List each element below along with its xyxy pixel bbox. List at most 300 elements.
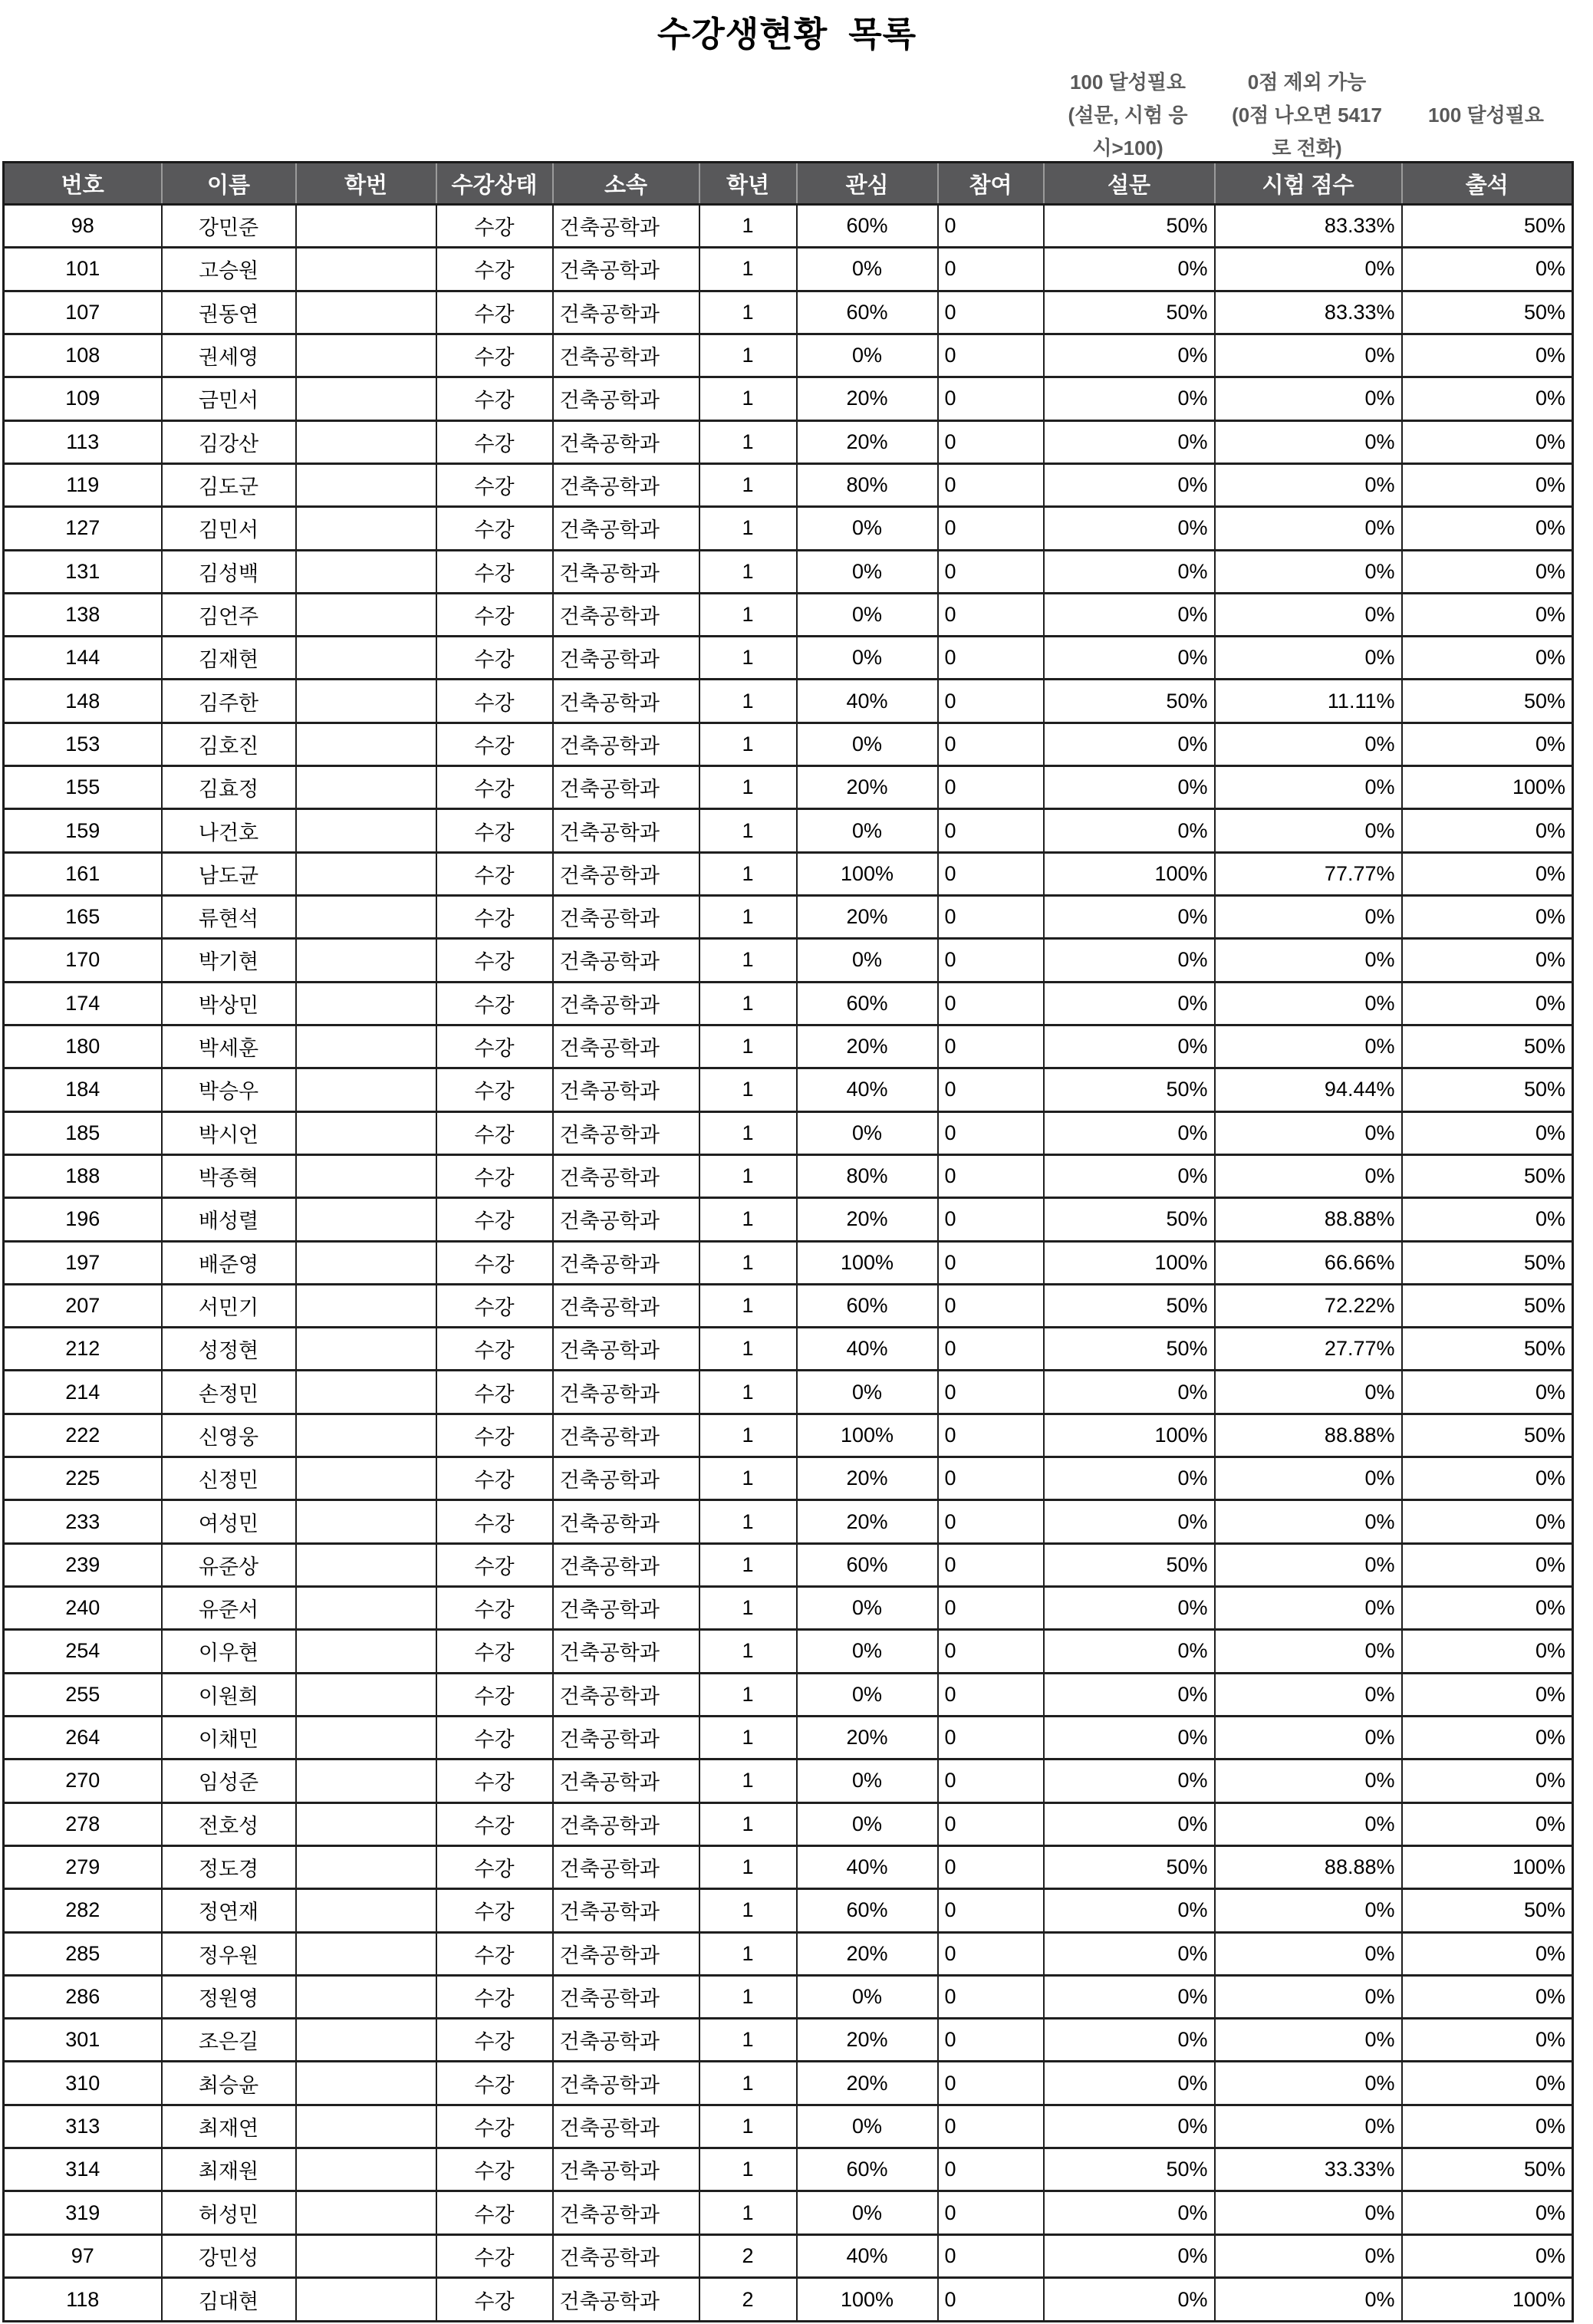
cell-survey: 100%: [1044, 1414, 1215, 1457]
cell-student-id: [296, 1716, 436, 1759]
cell-interest: 0%: [797, 2191, 938, 2234]
table-row: [4, 723, 1573, 765]
cell-survey: 0%: [1044, 1500, 1215, 1543]
cell-status: 수강: [436, 723, 553, 765]
cell-student-id: [296, 1543, 436, 1586]
cell-participation: 0: [938, 1587, 1044, 1630]
cell-participation: 0: [938, 420, 1044, 463]
cell-name: 허성민: [162, 2191, 296, 2234]
cell-dept: 건축공학과: [553, 1284, 699, 1327]
cell-interest: 0%: [797, 507, 938, 550]
cell-exam-score: 0%: [1215, 2234, 1402, 2277]
cell-survey: 0%: [1044, 1457, 1215, 1500]
cell-attendance: 50%: [1402, 1889, 1573, 1932]
attendance-requirement-note-line: 100 달성필요: [1427, 104, 1545, 127]
cell-name: 신영웅: [162, 1414, 296, 1457]
table-row: [4, 248, 1573, 291]
cell-year: 1: [699, 680, 797, 723]
table-row: [4, 637, 1573, 680]
cell-no: 214: [4, 1371, 162, 1414]
cell-exam-score: 88.88%: [1215, 1198, 1402, 1241]
table-row: [4, 1328, 1573, 1371]
cell-student-id: [296, 1630, 436, 1673]
cell-survey: 0%: [1044, 637, 1215, 680]
cell-no: 155: [4, 766, 162, 809]
cell-survey: 0%: [1044, 982, 1215, 1025]
cell-no: 319: [4, 2191, 162, 2234]
cell-participation: 0: [938, 248, 1044, 291]
cell-name: 나건호: [162, 809, 296, 852]
cell-attendance: 100%: [1402, 766, 1573, 809]
cell-interest: 20%: [797, 1198, 938, 1241]
cell-student-id: [296, 377, 436, 420]
cell-participation: 0: [938, 1889, 1044, 1932]
cell-year: 1: [699, 248, 797, 291]
cell-dept: 건축공학과: [553, 377, 699, 420]
cell-exam-score: 0%: [1215, 334, 1402, 377]
table-row: [4, 1241, 1573, 1284]
cell-survey: 50%: [1044, 680, 1215, 723]
cell-no: 279: [4, 1845, 162, 1888]
cell-exam-score: 72.22%: [1215, 1284, 1402, 1327]
cell-no: 159: [4, 809, 162, 852]
cell-exam-score: 0%: [1215, 1543, 1402, 1586]
column-header-dept: 소속: [553, 163, 699, 205]
cell-year: 1: [699, 1802, 797, 1845]
cell-status: 수강: [436, 680, 553, 723]
cell-status: 수강: [436, 1716, 553, 1759]
cell-year: 1: [699, 205, 797, 248]
cell-year: 1: [699, 723, 797, 765]
table-row: [4, 1975, 1573, 2018]
cell-name: 조은길: [162, 2019, 296, 2062]
cell-year: 1: [699, 896, 797, 939]
cell-name: 배준영: [162, 1241, 296, 1284]
cell-status: 수강: [436, 377, 553, 420]
cell-student-id: [296, 1025, 436, 1068]
cell-status: 수강: [436, 1371, 553, 1414]
cell-name: 고승원: [162, 248, 296, 291]
cell-survey: 50%: [1044, 1198, 1215, 1241]
cell-attendance: 0%: [1402, 982, 1573, 1025]
cell-interest: 0%: [797, 723, 938, 765]
cell-year: 1: [699, 2148, 797, 2191]
cell-attendance: 0%: [1402, 1543, 1573, 1586]
cell-name: 권세영: [162, 334, 296, 377]
cell-no: 119: [4, 463, 162, 506]
cell-no: 161: [4, 852, 162, 895]
cell-name: 김도군: [162, 463, 296, 506]
cell-year: 1: [699, 1241, 797, 1284]
cell-no: 165: [4, 896, 162, 939]
cell-dept: 건축공학과: [553, 1759, 699, 1802]
cell-survey: 0%: [1044, 896, 1215, 939]
cell-year: 1: [699, 1328, 797, 1371]
cell-dept: 건축공학과: [553, 1025, 699, 1068]
cell-name: 김호진: [162, 723, 296, 765]
cell-no: 107: [4, 291, 162, 334]
cell-dept: 건축공학과: [553, 1802, 699, 1845]
exam-exclusion-note: [1213, 66, 1400, 165]
table-row: [4, 1673, 1573, 1716]
cell-student-id: [296, 1845, 436, 1888]
cell-participation: 0: [938, 1716, 1044, 1759]
cell-student-id: [296, 2062, 436, 2105]
cell-interest: 0%: [797, 593, 938, 636]
cell-participation: 0: [938, 637, 1044, 680]
cell-attendance: 50%: [1402, 680, 1573, 723]
cell-interest: 60%: [797, 1543, 938, 1586]
cell-interest: 0%: [797, 1802, 938, 1845]
cell-interest: 20%: [797, 1932, 938, 1975]
cell-status: 수강: [436, 1284, 553, 1327]
table-row: [4, 1284, 1573, 1327]
cell-year: 1: [699, 1759, 797, 1802]
cell-exam-score: 0%: [1215, 1154, 1402, 1197]
cell-no: 197: [4, 1241, 162, 1284]
column-header-survey: 설문: [1044, 163, 1215, 205]
cell-interest: 0%: [797, 1673, 938, 1716]
cell-year: 2: [699, 2234, 797, 2277]
cell-student-id: [296, 1759, 436, 1802]
cell-year: 1: [699, 2191, 797, 2234]
cell-student-id: [296, 1111, 436, 1154]
cell-name: 정연재: [162, 1889, 296, 1932]
cell-participation: 0: [938, 1802, 1044, 1845]
cell-attendance: 0%: [1402, 1932, 1573, 1975]
cell-status: 수강: [436, 1587, 553, 1630]
cell-status: 수강: [436, 1889, 553, 1932]
column-header-attendance: 출석: [1402, 163, 1573, 205]
cell-no: 144: [4, 637, 162, 680]
cell-name: 박승우: [162, 1068, 296, 1111]
cell-survey: 0%: [1044, 1154, 1215, 1197]
cell-status: 수강: [436, 982, 553, 1025]
cell-participation: 0: [938, 1198, 1044, 1241]
cell-status: 수강: [436, 1543, 553, 1586]
cell-attendance: 50%: [1402, 205, 1573, 248]
cell-survey: 0%: [1044, 550, 1215, 593]
table-row: [4, 939, 1573, 982]
cell-survey: 50%: [1044, 1068, 1215, 1111]
cell-exam-score: 0%: [1215, 248, 1402, 291]
cell-survey: 100%: [1044, 1241, 1215, 1284]
cell-dept: 건축공학과: [553, 680, 699, 723]
cell-status: 수강: [436, 1845, 553, 1888]
cell-attendance: 0%: [1402, 1198, 1573, 1241]
cell-name: 김대현: [162, 2278, 296, 2322]
cell-name: 이채민: [162, 1716, 296, 1759]
cell-dept: 건축공학과: [553, 1889, 699, 1932]
cell-dept: 건축공학과: [553, 1932, 699, 1975]
cell-exam-score: 0%: [1215, 1673, 1402, 1716]
cell-participation: 0: [938, 1845, 1044, 1888]
cell-no: 101: [4, 248, 162, 291]
cell-student-id: [296, 334, 436, 377]
cell-status: 수강: [436, 1457, 553, 1500]
cell-status: 수강: [436, 2191, 553, 2234]
cell-student-id: [296, 1414, 436, 1457]
cell-student-id: [296, 637, 436, 680]
cell-attendance: 0%: [1402, 1500, 1573, 1543]
cell-exam-score: 0%: [1215, 593, 1402, 636]
cell-student-id: [296, 982, 436, 1025]
cell-survey: 0%: [1044, 1975, 1215, 2018]
cell-status: 수강: [436, 1932, 553, 1975]
table-row: [4, 1457, 1573, 1500]
table-row: [4, 205, 1573, 248]
cell-student-id: [296, 766, 436, 809]
table-row: [4, 507, 1573, 550]
cell-year: 1: [699, 1025, 797, 1068]
cell-name: 박시언: [162, 1111, 296, 1154]
cell-status: 수강: [436, 463, 553, 506]
column-header-participation: 참여: [938, 163, 1044, 205]
cell-name: 김효정: [162, 766, 296, 809]
cell-student-id: [296, 1328, 436, 1371]
cell-status: 수강: [436, 939, 553, 982]
cell-year: 2: [699, 2278, 797, 2322]
column-header-interest: 관심: [797, 163, 938, 205]
cell-no: 310: [4, 2062, 162, 2105]
cell-participation: 0: [938, 766, 1044, 809]
cell-no: 254: [4, 1630, 162, 1673]
cell-participation: 0: [938, 680, 1044, 723]
cell-name: 유준서: [162, 1587, 296, 1630]
cell-year: 1: [699, 1845, 797, 1888]
cell-student-id: [296, 1457, 436, 1500]
cell-year: 1: [699, 420, 797, 463]
cell-dept: 건축공학과: [553, 507, 699, 550]
cell-survey: 0%: [1044, 1716, 1215, 1759]
cell-no: 286: [4, 1975, 162, 2018]
cell-dept: 건축공학과: [553, 1241, 699, 1284]
cell-survey: 0%: [1044, 248, 1215, 291]
cell-participation: 0: [938, 377, 1044, 420]
cell-participation: 0: [938, 2148, 1044, 2191]
cell-dept: 건축공학과: [553, 1975, 699, 2018]
cell-student-id: [296, 507, 436, 550]
cell-status: 수강: [436, 1759, 553, 1802]
cell-name: 전호성: [162, 1802, 296, 1845]
cell-survey: 50%: [1044, 1845, 1215, 1888]
cell-attendance: 0%: [1402, 377, 1573, 420]
cell-status: 수강: [436, 1241, 553, 1284]
cell-status: 수강: [436, 1975, 553, 2018]
cell-exam-score: 83.33%: [1215, 205, 1402, 248]
cell-name: 정도경: [162, 1845, 296, 1888]
cell-year: 1: [699, 377, 797, 420]
cell-no: 184: [4, 1068, 162, 1111]
cell-survey: 0%: [1044, 1111, 1215, 1154]
cell-name: 김민서: [162, 507, 296, 550]
cell-attendance: 0%: [1402, 1371, 1573, 1414]
cell-student-id: [296, 723, 436, 765]
cell-survey: 50%: [1044, 205, 1215, 248]
cell-name: 손정민: [162, 1371, 296, 1414]
cell-survey: 0%: [1044, 1630, 1215, 1673]
cell-survey: 0%: [1044, 766, 1215, 809]
cell-no: 118: [4, 2278, 162, 2322]
cell-no: 185: [4, 1111, 162, 1154]
column-header-year: 학년: [699, 163, 797, 205]
cell-exam-score: 66.66%: [1215, 1241, 1402, 1284]
header-row: [4, 163, 1573, 205]
cell-student-id: [296, 680, 436, 723]
cell-year: 1: [699, 1932, 797, 1975]
cell-survey: 0%: [1044, 2105, 1215, 2148]
cell-attendance: 0%: [1402, 852, 1573, 895]
cell-year: 1: [699, 982, 797, 1025]
table-row: [4, 420, 1573, 463]
cell-student-id: [296, 420, 436, 463]
cell-name: 유준상: [162, 1543, 296, 1586]
cell-dept: 건축공학과: [553, 1198, 699, 1241]
cell-survey: 50%: [1044, 1328, 1215, 1371]
table-row: [4, 766, 1573, 809]
cell-name: 서민기: [162, 1284, 296, 1327]
table-row: [4, 1630, 1573, 1673]
cell-student-id: [296, 2105, 436, 2148]
cell-no: 131: [4, 550, 162, 593]
cell-interest: 40%: [797, 680, 938, 723]
table-row: [4, 463, 1573, 506]
column-header-name: 이름: [162, 163, 296, 205]
cell-attendance: 50%: [1402, 1068, 1573, 1111]
cell-year: 1: [699, 1284, 797, 1327]
cell-attendance: 0%: [1402, 1975, 1573, 2018]
cell-year: 1: [699, 766, 797, 809]
cell-survey: 0%: [1044, 723, 1215, 765]
cell-dept: 건축공학과: [553, 1154, 699, 1197]
cell-participation: 0: [938, 1025, 1044, 1068]
cell-attendance: 0%: [1402, 1716, 1573, 1759]
cell-no: 301: [4, 2019, 162, 2062]
cell-status: 수강: [436, 2148, 553, 2191]
cell-year: 1: [699, 1889, 797, 1932]
cell-exam-score: 0%: [1215, 1759, 1402, 1802]
cell-interest: 0%: [797, 637, 938, 680]
table-row: [4, 1111, 1573, 1154]
cell-no: 98: [4, 205, 162, 248]
cell-name: 정원영: [162, 1975, 296, 2018]
cell-attendance: 0%: [1402, 248, 1573, 291]
table-row: [4, 2234, 1573, 2277]
cell-student-id: [296, 809, 436, 852]
cell-year: 1: [699, 1154, 797, 1197]
cell-attendance: 0%: [1402, 1759, 1573, 1802]
cell-status: 수강: [436, 1025, 553, 1068]
cell-name: 이원희: [162, 1673, 296, 1716]
cell-dept: 건축공학과: [553, 2062, 699, 2105]
cell-participation: 0: [938, 809, 1044, 852]
cell-participation: 0: [938, 723, 1044, 765]
cell-no: 313: [4, 2105, 162, 2148]
cell-dept: 건축공학과: [553, 550, 699, 593]
cell-dept: 건축공학과: [553, 1845, 699, 1888]
cell-year: 1: [699, 852, 797, 895]
table-row: [4, 1932, 1573, 1975]
cell-participation: 0: [938, 593, 1044, 636]
cell-year: 1: [699, 2062, 797, 2105]
cell-participation: 0: [938, 852, 1044, 895]
cell-name: 강민준: [162, 205, 296, 248]
cell-exam-score: 0%: [1215, 2062, 1402, 2105]
exam-exclusion-note-line: 로 전화): [1272, 137, 1342, 160]
cell-dept: 건축공학과: [553, 2148, 699, 2191]
cell-no: 196: [4, 1198, 162, 1241]
cell-student-id: [296, 2191, 436, 2234]
cell-status: 수강: [436, 1154, 553, 1197]
survey-requirement-note-line: 100 달성필요: [1069, 71, 1187, 94]
cell-attendance: 0%: [1402, 1457, 1573, 1500]
cell-interest: 60%: [797, 982, 938, 1025]
cell-dept: 건축공학과: [553, 939, 699, 982]
cell-no: 113: [4, 420, 162, 463]
cell-participation: 0: [938, 205, 1044, 248]
cell-participation: 0: [938, 334, 1044, 377]
table-row: [4, 550, 1573, 593]
cell-attendance: 0%: [1402, 420, 1573, 463]
cell-survey: 0%: [1044, 939, 1215, 982]
cell-dept: 건축공학과: [553, 1328, 699, 1371]
cell-exam-score: 0%: [1215, 420, 1402, 463]
cell-year: 1: [699, 637, 797, 680]
table-row: [4, 334, 1573, 377]
cell-status: 수강: [436, 2105, 553, 2148]
cell-name: 신정민: [162, 1457, 296, 1500]
cell-attendance: 0%: [1402, 2191, 1573, 2234]
cell-exam-score: 0%: [1215, 2191, 1402, 2234]
cell-status: 수강: [436, 1198, 553, 1241]
cell-exam-score: 0%: [1215, 1932, 1402, 1975]
cell-student-id: [296, 852, 436, 895]
cell-no: 239: [4, 1543, 162, 1586]
cell-participation: 0: [938, 1975, 1044, 2018]
cell-exam-score: 0%: [1215, 896, 1402, 939]
cell-student-id: [296, 939, 436, 982]
cell-attendance: 50%: [1402, 1414, 1573, 1457]
cell-participation: 0: [938, 2105, 1044, 2148]
cell-dept: 건축공학과: [553, 1111, 699, 1154]
cell-year: 1: [699, 1457, 797, 1500]
cell-status: 수강: [436, 2062, 553, 2105]
cell-survey: 0%: [1044, 1025, 1215, 1068]
cell-no: 255: [4, 1673, 162, 1716]
cell-year: 1: [699, 2105, 797, 2148]
cell-student-id: [296, 2019, 436, 2062]
cell-student-id: [296, 291, 436, 334]
cell-no: 314: [4, 2148, 162, 2191]
table-row: [4, 1371, 1573, 1414]
cell-dept: 건축공학과: [553, 291, 699, 334]
table-header: [4, 163, 1573, 205]
cell-student-id: [296, 1154, 436, 1197]
cell-name: 박세훈: [162, 1025, 296, 1068]
cell-year: 1: [699, 1198, 797, 1241]
cell-name: 최재연: [162, 2105, 296, 2148]
cell-interest: 0%: [797, 248, 938, 291]
cell-student-id: [296, 1587, 436, 1630]
cell-interest: 40%: [797, 2234, 938, 2277]
cell-student-id: [296, 1975, 436, 2018]
cell-participation: 0: [938, 2191, 1044, 2234]
cell-exam-score: 0%: [1215, 1889, 1402, 1932]
cell-dept: 건축공학과: [553, 896, 699, 939]
cell-exam-score: 0%: [1215, 939, 1402, 982]
table-row: [4, 1500, 1573, 1543]
cell-dept: 건축공학과: [553, 766, 699, 809]
